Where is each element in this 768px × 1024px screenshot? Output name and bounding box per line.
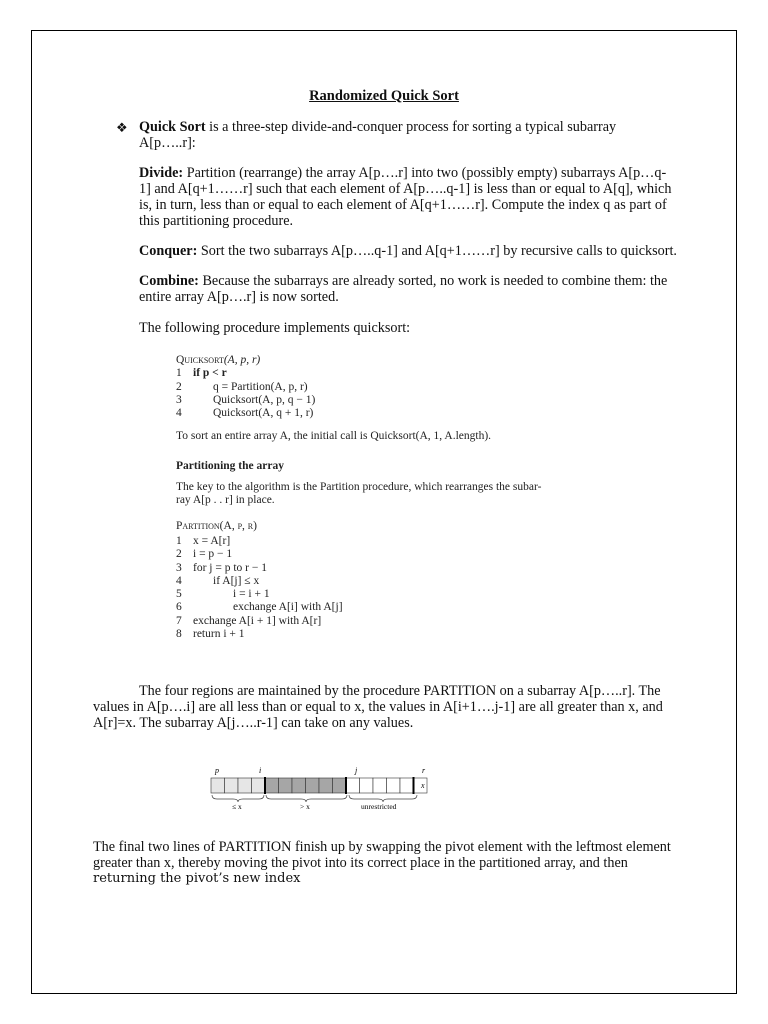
brace-gt [266, 795, 347, 802]
pt-line-text: i = i + 1 [233, 588, 270, 601]
partition-regions-diagram [205, 762, 435, 812]
array-cell [373, 778, 387, 793]
pt-line-3 [176, 562, 596, 575]
pt-line-text: for j = p to r − 1 [193, 561, 267, 574]
regions-line-2: values in A[p….i] are all less than or equal to x, the values in A[i+1….j-1] are all greater than x, and [93, 699, 663, 715]
brace-gt-label: > x [300, 802, 310, 811]
pt-line-6 [176, 601, 596, 614]
pt-line-num: 8 [176, 628, 182, 641]
regions-line-1: The four regions are maintained by the procedure PARTITION on a subarray A[p…..r]. The [139, 683, 661, 699]
intro-text-1: is a three-step divide-and-conquer process for sorting a typical subarray [205, 119, 617, 135]
divide-term: Divide: [139, 165, 184, 181]
brace-le [212, 795, 264, 802]
pt-line-num: 1 [176, 534, 182, 547]
divide-line-3: is, in turn, less than or equal to each element of A[q+1……r]. Compute the index q as part of [139, 197, 667, 213]
pt-line-text: x = A[r] [193, 534, 231, 547]
qs-initial-call: To sort an entire array A, the initial call is Quicksort(A, 1, A.length). [176, 430, 492, 443]
conquer-term: Conquer: [139, 243, 198, 259]
array-cell [225, 778, 239, 793]
intro-line-1 [139, 119, 616, 135]
regions-line-3: A[r]=x. The subarray A[j…..r-1] can take on any values. [93, 715, 414, 731]
pt-line-num: 5 [176, 588, 182, 601]
array-cell [265, 778, 279, 793]
pt-line-1 [176, 535, 596, 548]
final-line-2: greater than x, thereby moving the pivot into its correct place in the partitioned array, and then [93, 855, 628, 871]
pt-line-num: 2 [176, 548, 182, 561]
diamond-dots-bullet-icon: ❖ [116, 120, 128, 135]
page-title: Randomized Quick Sort [309, 88, 459, 104]
pt-line-5 [176, 588, 596, 601]
array-cell [306, 778, 320, 793]
brace-unrestricted-label: unrestricted [361, 802, 397, 811]
quicksort-args: (A, p, r) [223, 354, 261, 366]
quicksort-name: Quicksort [176, 354, 224, 366]
qs-line-2 [176, 381, 596, 394]
qs-line-num: 4 [176, 407, 182, 420]
quicksort-header [176, 354, 596, 367]
divide-line-2: 1] and A[q+1……r] such that each element of A[p…..q-1] is less than or equal to A[q], which [139, 181, 672, 197]
label-i: i [259, 766, 262, 775]
pt-line-2 [176, 548, 596, 561]
partitioning-desc-1: The key to the algorithm is the Partition procedure, which rearranges the subar- [176, 481, 542, 494]
pt-line-text: if A[j] ≤ x [213, 574, 260, 587]
pt-line-8 [176, 628, 596, 641]
array-cell [252, 778, 266, 793]
qs-line-num: 3 [176, 393, 182, 406]
divide-line-1 [139, 165, 671, 181]
qs-line-text: q = Partition(A, p, r) [213, 380, 308, 393]
array-cell [238, 778, 252, 793]
final-line-1: The final two lines of PARTITION finish up by swapping the pivot element with the leftmost element [93, 839, 671, 855]
qs-line-1 [176, 367, 596, 380]
conquer-paragraph [139, 243, 677, 259]
combine-paragraph [139, 273, 667, 305]
following-text: The following procedure implements quicksort: [139, 320, 411, 336]
label-r: r [422, 766, 426, 775]
brace-le-label: ≤ x [232, 802, 242, 811]
pt-line-text: return i + 1 [193, 628, 245, 641]
pt-line-num: 4 [176, 574, 182, 587]
array-cell [360, 778, 374, 793]
divide-text-1: Partition (rearrange) the array A[p….r] into two (possibly empty) subarrays A[p…q- [183, 165, 667, 181]
array-cell [387, 778, 401, 793]
combine-term: Combine: [139, 273, 199, 289]
divide-line-4: this partitioning procedure. [139, 213, 294, 229]
combine-line-2: entire array A[p….r] is now sorted. [139, 289, 339, 305]
qs-line-text: if p < r [193, 367, 227, 380]
combine-line-1 [139, 273, 667, 289]
conquer-text-1: Sort the two subarrays A[p…..q-1] and A[q+1……r] by recursive calls to quicksort. [197, 243, 677, 259]
cell-x-label: x [421, 781, 425, 790]
intro-line-2: A[p…..r]: [139, 135, 196, 151]
partition-header: Partition(A, p, r) [176, 519, 257, 532]
qs-line-text: Quicksort(A, q + 1, r) [213, 407, 314, 420]
qs-line-num: 1 [176, 367, 182, 380]
qs-line-4 [176, 407, 596, 420]
pt-line-num: 3 [176, 561, 182, 574]
final-line-3: returning the pivot’s new index [93, 871, 301, 886]
qs-line-num: 2 [176, 380, 182, 393]
combine-text-1: Because the subarrays are already sorted, no work is needed to combine them: the [198, 273, 668, 289]
array-cell [279, 778, 293, 793]
intro-term: Quick Sort [139, 119, 206, 135]
final-paragraph [93, 839, 671, 887]
qs-line-3 [176, 394, 596, 407]
pt-line-num: 7 [176, 614, 182, 627]
intro-paragraph [139, 119, 616, 151]
pt-line-num: 6 [176, 601, 182, 614]
quicksort-pseudocode [176, 354, 596, 641]
partitioning-heading: Partitioning the array [176, 459, 284, 472]
regions-paragraph [93, 683, 663, 731]
brace-unrestricted [349, 795, 417, 802]
array-cell [211, 778, 225, 793]
label-j: j [355, 766, 358, 775]
array-cell [400, 778, 414, 793]
array-cell [333, 778, 347, 793]
pt-line-text: exchange A[i] with A[j] [233, 601, 343, 614]
partitioning-desc-2: ray A[p . . r] in place. [176, 494, 275, 507]
conquer-line-1 [139, 243, 677, 259]
pt-line-7 [176, 615, 596, 628]
array-cell [292, 778, 306, 793]
qs-line-text: Quicksort(A, p, q − 1) [213, 393, 316, 406]
array-cell [346, 778, 360, 793]
divide-paragraph [139, 165, 671, 229]
pt-line-text: i = p − 1 [193, 548, 233, 561]
pt-line-4 [176, 575, 596, 588]
array-cell [319, 778, 333, 793]
label-p: p [215, 766, 219, 775]
pt-line-text: exchange A[i + 1] with A[r] [193, 614, 322, 627]
